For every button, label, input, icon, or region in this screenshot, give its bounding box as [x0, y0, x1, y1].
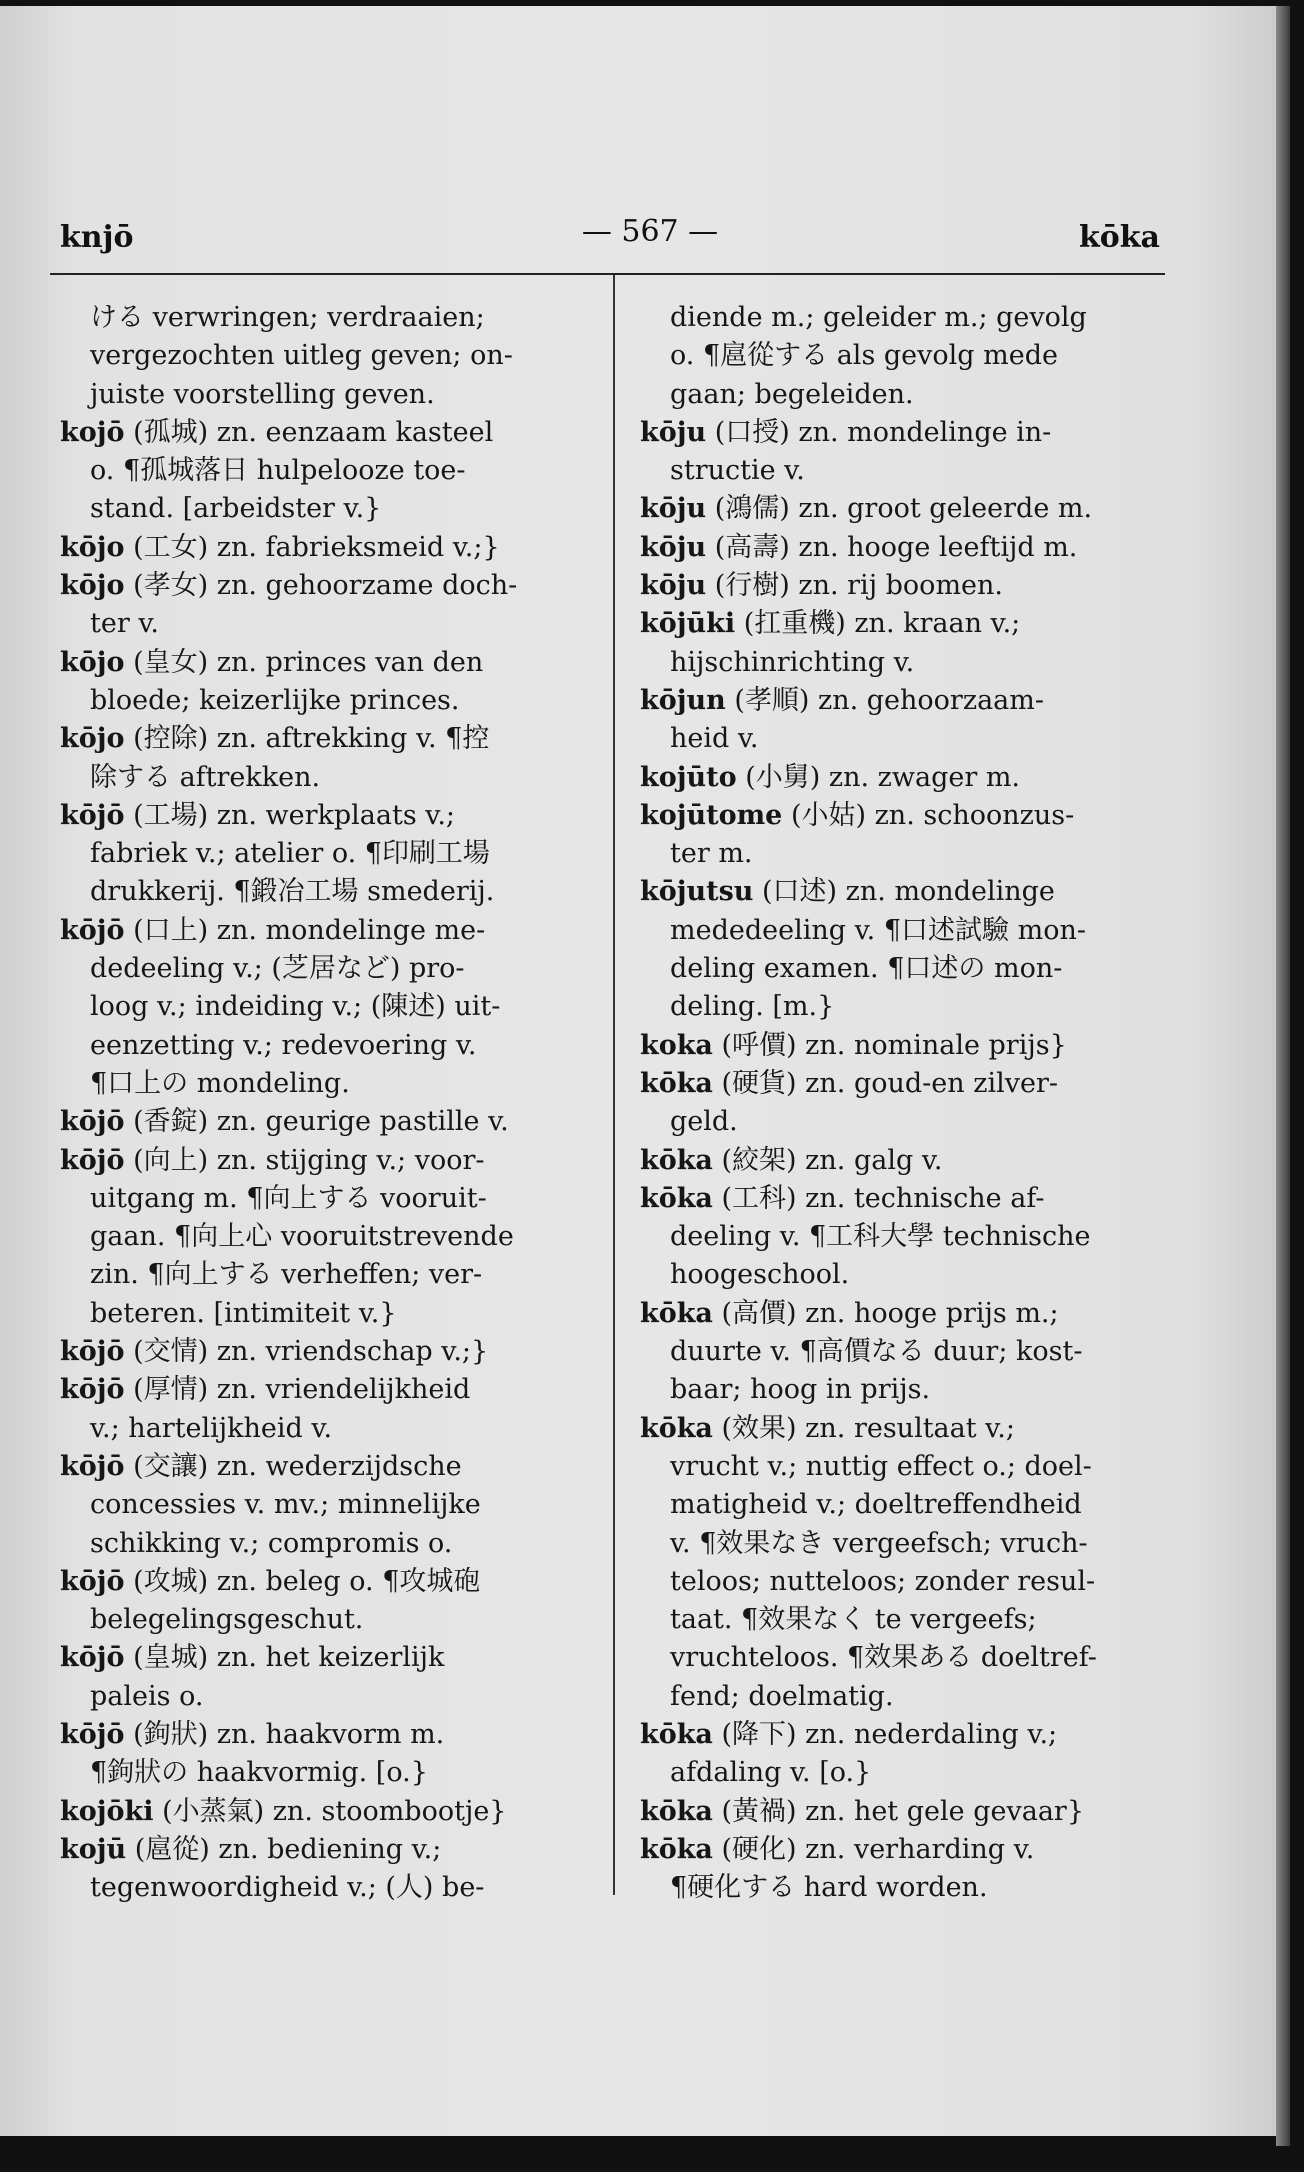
- dictionary-entry: [60, 1716, 600, 1793]
- dictionary-page: [0, 6, 1290, 2136]
- headword: kōjō: [60, 1106, 125, 1138]
- dictionary-entry: [640, 1142, 1180, 1180]
- definition-line: (鉤狀) zn. haakvorm m.: [133, 1718, 445, 1750]
- dictionary-entry: [60, 1793, 600, 1831]
- headword: kojōki: [60, 1795, 154, 1827]
- definition-line: loog v.; indeiding v.; (陳述) uit-: [90, 991, 501, 1023]
- headword: kojūto: [640, 761, 737, 793]
- dictionary-entry: [60, 529, 600, 567]
- dictionary-entry: [640, 1295, 1180, 1410]
- headword: kōka: [640, 1795, 713, 1827]
- definition-line: v. ¶效果なき vergeefsch; vruch-: [670, 1527, 1088, 1559]
- definition-line: (控除) zn. aftrekking v. ¶控: [133, 723, 490, 755]
- headword: kōjutsu: [640, 876, 754, 908]
- definition-line: tegenwoordigheid v.; (人) be-: [90, 1872, 485, 1904]
- headword: kōjō: [60, 1450, 125, 1482]
- header-left-guideword: knjō: [60, 220, 134, 255]
- definition-line: gaan. ¶向上心 vooruitstrevende: [90, 1221, 514, 1253]
- definition-line: ¶口上の mondeling.: [90, 1067, 350, 1099]
- headword: kōjo: [60, 646, 125, 678]
- definition-line: zin. ¶向上する verheffen; ver-: [90, 1259, 483, 1291]
- headword: kōjo: [60, 531, 125, 563]
- headword: kōka: [640, 1718, 713, 1750]
- page-edge: [1276, 6, 1290, 2146]
- column-divider: [613, 275, 615, 1895]
- headword: kōka: [640, 1297, 713, 1329]
- definition-line: (絞架) zn. galg v.: [721, 1144, 943, 1176]
- headword: kōjūki: [640, 608, 736, 640]
- definition-line: (孝順) zn. gehoorzaam-: [734, 684, 1044, 716]
- definition-line: structie v.: [670, 455, 805, 487]
- definition-line: drukkerij. ¶鍛冶工場 smederij.: [90, 876, 495, 908]
- definition-line: (工科) zn. technische af-: [721, 1182, 1045, 1214]
- headword: kōjun: [640, 684, 726, 716]
- definition-line: (高價) zn. hooge prijs m.;: [721, 1297, 1059, 1329]
- definition-line: geld.: [670, 1106, 738, 1138]
- definition-line: diende m.; geleider m.; gevolg: [670, 302, 1087, 333]
- dictionary-entry: [60, 1831, 600, 1908]
- definition-line: beteren. [intimiteit v.}: [90, 1297, 397, 1329]
- definition-line: hoogeschool.: [670, 1259, 850, 1291]
- definition-line: (扛重機) zn. kraan v.;: [743, 608, 1021, 640]
- definition-line: (攻城) zn. beleg o. ¶攻城砲: [133, 1565, 481, 1597]
- definition-line: eenzetting v.; redevoering v.: [90, 1029, 477, 1061]
- left-column: [60, 299, 600, 1907]
- headword: kōju: [640, 416, 707, 448]
- dictionary-entry: [60, 1563, 600, 1640]
- page-number: — 567 —: [581, 214, 719, 249]
- headword: kōka: [640, 1144, 713, 1176]
- definition-line: bloede; keizerlijke princes.: [90, 684, 460, 716]
- definition-line: (行樹) zn. rij boomen.: [714, 570, 1003, 602]
- definition-line: (口授) zn. mondelinge in-: [714, 416, 1052, 448]
- page-header: [60, 214, 1160, 264]
- definition-line: matigheid v.; doeltreffendheid: [670, 1489, 1082, 1521]
- definition-line: teloos; nutteloos; zonder resul-: [670, 1565, 1096, 1597]
- headword: kojūtome: [640, 799, 783, 831]
- dictionary-entry: [60, 644, 600, 721]
- definition-line: (向上) zn. stijging v.; voor-: [133, 1144, 485, 1176]
- definition-line: uitgang m. ¶向上する vooruit-: [90, 1182, 487, 1214]
- definition-line: (皇女) zn. princes van den: [133, 646, 484, 678]
- definition-line: belegelingsgeschut.: [90, 1604, 364, 1636]
- definition-line: ¶硬化する hard worden.: [670, 1872, 988, 1904]
- definition-line: gaan; begeleiden.: [670, 378, 914, 410]
- definition-line: afdaling v. [o.}: [670, 1757, 872, 1789]
- dictionary-entry: [60, 1371, 600, 1448]
- headword: kōju: [640, 570, 707, 602]
- definition-line: concessies v. mv.; minnelijke: [90, 1489, 481, 1521]
- header-right-guideword: kōka: [1078, 220, 1160, 255]
- definition-line: fabriek v.; atelier o. ¶印刷工場: [90, 838, 490, 870]
- headword: kōka: [640, 1412, 713, 1444]
- headword: kōjo: [60, 570, 125, 602]
- definition-line: hijschinrichting v.: [670, 646, 915, 678]
- dictionary-entry: [640, 490, 1180, 528]
- dictionary-entry: [640, 1831, 1180, 1908]
- dictionary-entry: [640, 1027, 1180, 1065]
- definition-line: mededeeling v. ¶口述試驗 mon-: [670, 914, 1086, 946]
- definition-line: (高壽) zn. hooge leeftijd m.: [714, 531, 1078, 563]
- definition-line: (皇城) zn. het keizerlijk: [133, 1642, 445, 1674]
- definition-line: paleis o.: [90, 1680, 204, 1712]
- definition-line: (交情) zn. vriendschap v.;}: [133, 1336, 489, 1368]
- dictionary-entry: [640, 605, 1180, 682]
- definition-line: (工女) zn. fabrieksmeid v.;}: [133, 531, 500, 563]
- header-rule: [50, 273, 1165, 275]
- dictionary-entry: [640, 1793, 1180, 1831]
- definition-line: schikking v.; compromis o.: [90, 1527, 453, 1559]
- definition-line: duurte v. ¶高價なる duur; kost-: [670, 1336, 1083, 1368]
- headword: kōjō: [60, 1144, 125, 1176]
- definition-line: ter v.: [90, 608, 159, 640]
- dictionary-entry: [640, 567, 1180, 605]
- headword: kōjō: [60, 1565, 125, 1597]
- definition-line: (黃禍) zn. het gele gevaar}: [721, 1795, 1084, 1827]
- definition-line: (小姑) zn. schoonzus-: [790, 799, 1075, 831]
- dictionary-entry: [60, 414, 600, 529]
- definition-line: deling. [m.}: [670, 991, 835, 1023]
- definition-line: (交讓) zn. wederzijdsche: [133, 1450, 462, 1482]
- dictionary-entry: [640, 1410, 1180, 1716]
- headword: kōjō: [60, 914, 125, 946]
- headword: kōjō: [60, 1642, 125, 1674]
- headword: koka: [640, 1029, 713, 1061]
- definition-line: (效果) zn. resultaat v.;: [721, 1412, 1015, 1444]
- dictionary-entry: [60, 1639, 600, 1716]
- definition-line: (口上) zn. mondelinge me-: [133, 914, 486, 946]
- definition-line: deeling v. ¶工科大學 technische: [670, 1221, 1091, 1253]
- dictionary-entry: [60, 797, 600, 912]
- definition-line: ける verwringen; verdraaien;: [90, 302, 485, 333]
- definition-line: v.; hartelijkheid v.: [90, 1412, 333, 1444]
- definition-line: (小蒸氣) zn. stoombootje}: [162, 1795, 507, 1827]
- definition-line: (降下) zn. nederdaling v.;: [721, 1718, 1058, 1750]
- definition-line: stand. [arbeidster v.}: [90, 493, 382, 525]
- definition-line: heid v.: [670, 723, 759, 755]
- definition-line: taat. ¶效果なく te vergeefs;: [670, 1604, 1037, 1636]
- definition-line: (口述) zn. mondelinge: [762, 876, 1055, 908]
- dictionary-entry: [60, 299, 600, 414]
- definition-line: ter m.: [670, 838, 753, 870]
- headword: kōjō: [60, 1718, 125, 1750]
- headword: kōka: [640, 1833, 713, 1865]
- dictionary-entry: [640, 1716, 1180, 1793]
- definition-line: vrucht v.; nuttig effect o.; doel-: [670, 1450, 1092, 1482]
- dictionary-entry: [640, 1065, 1180, 1142]
- dictionary-entry: [640, 299, 1180, 414]
- headword: kojō: [60, 416, 125, 448]
- definition-line: (工場) zn. werkplaats v.;: [133, 799, 456, 831]
- definition-line: (扈從) zn. bediening v.;: [134, 1833, 442, 1865]
- headword: kōjō: [60, 799, 125, 831]
- dictionary-entry: [640, 759, 1180, 797]
- dictionary-entry: [640, 1180, 1180, 1295]
- headword: kōka: [640, 1067, 713, 1099]
- definition-line: fend; doelmatig.: [670, 1680, 894, 1712]
- definition-line: (小舅) zn. zwager m.: [745, 761, 1021, 793]
- headword: kōjō: [60, 1336, 125, 1368]
- dictionary-entry: [60, 567, 600, 644]
- definition-line: (鴻儒) zn. groot geleerde m.: [714, 493, 1093, 525]
- definition-line: (厚情) zn. vriendelijkheid: [133, 1374, 471, 1406]
- definition-line: o. ¶孤城落日 hulpelooze toe-: [90, 455, 466, 487]
- headword: kōju: [640, 493, 707, 525]
- headword: kōka: [640, 1182, 713, 1214]
- dictionary-entry: [60, 1448, 600, 1563]
- definition-line: deling examen. ¶口述の mon-: [670, 953, 1063, 985]
- definition-line: 除する aftrekken.: [90, 761, 321, 793]
- definition-line: o. ¶扈從する als gevolg mede: [670, 340, 1058, 372]
- definition-line: (硬化) zn. verharding v.: [721, 1833, 1035, 1865]
- dictionary-entry: [640, 682, 1180, 759]
- headword: kōjo: [60, 723, 125, 755]
- definition-line: (硬貨) zn. goud-en zilver-: [721, 1067, 1058, 1099]
- headword: kōjō: [60, 1374, 125, 1406]
- right-column: [640, 299, 1180, 1907]
- definition-line: (呼價) zn. nominale prijs}: [721, 1029, 1067, 1061]
- definition-line: juiste voorstelling geven.: [90, 378, 435, 410]
- dictionary-entry: [60, 1142, 600, 1333]
- definition-line: (孤城) zn. eenzaam kasteel: [133, 416, 494, 448]
- headword: kōju: [640, 531, 707, 563]
- definition-line: vruchteloos. ¶效果ある doeltref-: [670, 1642, 1097, 1674]
- definition-line: dedeeling v.; (芝居など) pro-: [90, 953, 465, 985]
- dictionary-entry: [640, 414, 1180, 491]
- headword: kojū: [60, 1833, 127, 1865]
- definition-line: (香錠) zn. geurige pastille v.: [133, 1106, 509, 1138]
- dictionary-entry: [60, 1333, 600, 1371]
- dictionary-entry: [60, 1103, 600, 1141]
- dictionary-entry: [640, 797, 1180, 874]
- definition-line: (孝女) zn. gehoorzame doch-: [133, 570, 518, 602]
- dictionary-entry: [640, 873, 1180, 1026]
- dictionary-entry: [640, 529, 1180, 567]
- definition-line: baar; hoog in prijs.: [670, 1374, 931, 1406]
- dictionary-entry: [60, 912, 600, 1103]
- dictionary-entry: [60, 720, 600, 797]
- definition-line: ¶鉤狀の haakvormig. [o.}: [90, 1757, 428, 1789]
- definition-line: vergezochten uitleg geven; on-: [90, 340, 513, 372]
